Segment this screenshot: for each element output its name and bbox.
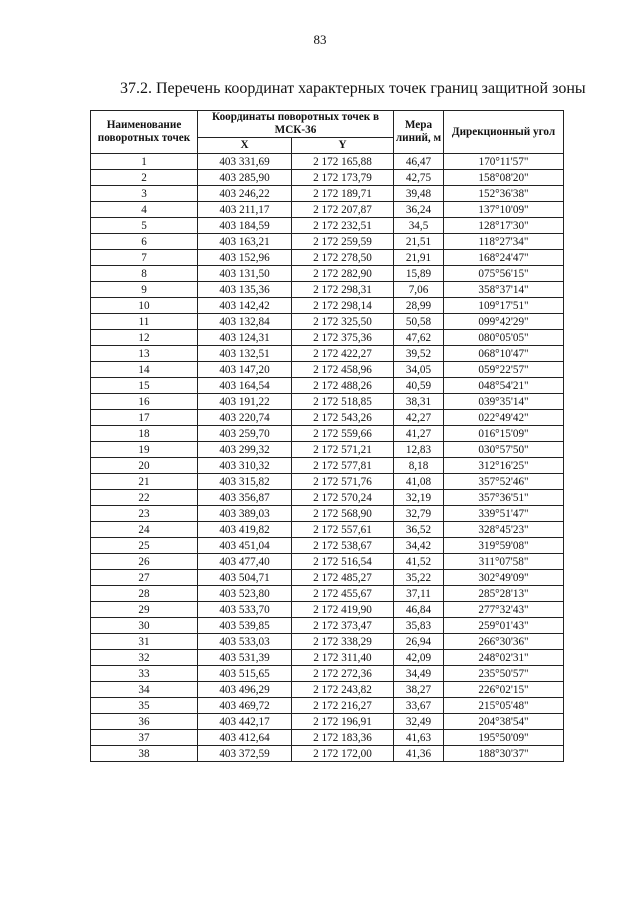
y-coordinate-cell: 2 172 557,61 xyxy=(292,522,394,538)
table-row xyxy=(91,458,564,474)
y-coordinate-cell: 2 172 543,26 xyxy=(292,410,394,426)
table-row xyxy=(91,250,564,266)
x-coordinate-cell: 403 211,17 xyxy=(198,202,292,218)
line-length-cell: 34,05 xyxy=(394,362,444,378)
x-coordinate-cell: 403 131,50 xyxy=(198,266,292,282)
line-length-cell: 32,49 xyxy=(394,714,444,730)
line-length-cell: 32,19 xyxy=(394,490,444,506)
point-number-cell: 13 xyxy=(91,346,198,362)
y-coordinate-cell: 2 172 568,90 xyxy=(292,506,394,522)
direction-angle-cell: 259°01'43" xyxy=(444,618,564,634)
table-row xyxy=(91,154,564,170)
point-number-cell: 33 xyxy=(91,666,198,682)
table-row xyxy=(91,202,564,218)
y-coordinate-cell: 2 172 282,90 xyxy=(292,266,394,282)
x-coordinate-cell: 403 504,71 xyxy=(198,570,292,586)
point-number-cell: 3 xyxy=(91,186,198,202)
y-coordinate-cell: 2 172 538,67 xyxy=(292,538,394,554)
x-coordinate-cell: 403 124,31 xyxy=(198,330,292,346)
x-coordinate-cell: 403 259,70 xyxy=(198,426,292,442)
y-coordinate-cell: 2 172 325,50 xyxy=(292,314,394,330)
line-length-cell: 15,89 xyxy=(394,266,444,282)
x-coordinate-cell: 403 523,80 xyxy=(198,586,292,602)
point-number-cell: 14 xyxy=(91,362,198,378)
line-length-cell: 40,59 xyxy=(394,378,444,394)
line-length-cell: 21,91 xyxy=(394,250,444,266)
point-number-cell: 22 xyxy=(91,490,198,506)
point-number-cell: 16 xyxy=(91,394,198,410)
direction-angle-cell: 118°27'34" xyxy=(444,234,564,250)
y-coordinate-cell: 2 172 375,36 xyxy=(292,330,394,346)
y-coordinate-cell: 2 172 172,00 xyxy=(292,746,394,762)
line-length-cell: 36,52 xyxy=(394,522,444,538)
table-row xyxy=(91,506,564,522)
direction-angle-cell: 016°15'09" xyxy=(444,426,564,442)
x-coordinate-cell: 403 419,82 xyxy=(198,522,292,538)
table-row xyxy=(91,746,564,762)
x-coordinate-cell: 403 163,21 xyxy=(198,234,292,250)
line-length-cell: 50,58 xyxy=(394,314,444,330)
y-coordinate-cell: 2 172 278,50 xyxy=(292,250,394,266)
x-coordinate-cell: 403 389,03 xyxy=(198,506,292,522)
direction-angle-cell: 075°56'15" xyxy=(444,266,564,282)
x-coordinate-cell: 403 496,29 xyxy=(198,682,292,698)
table-row xyxy=(91,346,564,362)
line-length-cell: 41,08 xyxy=(394,474,444,490)
point-number-cell: 23 xyxy=(91,506,198,522)
table-row xyxy=(91,650,564,666)
line-length-cell: 26,94 xyxy=(394,634,444,650)
coordinates-table xyxy=(90,110,564,762)
line-length-cell: 42,27 xyxy=(394,410,444,426)
x-coordinate-cell: 403 315,82 xyxy=(198,474,292,490)
table-row xyxy=(91,698,564,714)
table-row xyxy=(91,618,564,634)
point-number-cell: 25 xyxy=(91,538,198,554)
table-row xyxy=(91,378,564,394)
point-number-cell: 4 xyxy=(91,202,198,218)
direction-angle-cell: 311°07'58" xyxy=(444,554,564,570)
y-coordinate-cell: 2 172 516,54 xyxy=(292,554,394,570)
y-coordinate-cell: 2 172 272,36 xyxy=(292,666,394,682)
point-number-cell: 28 xyxy=(91,586,198,602)
direction-angle-cell: 068°10'47" xyxy=(444,346,564,362)
y-coordinate-cell: 2 172 165,88 xyxy=(292,154,394,170)
line-length-cell: 38,27 xyxy=(394,682,444,698)
direction-angle-cell: 277°32'43" xyxy=(444,602,564,618)
point-number-cell: 27 xyxy=(91,570,198,586)
y-coordinate-cell: 2 172 422,27 xyxy=(292,346,394,362)
line-length-cell: 41,63 xyxy=(394,730,444,746)
direction-angle-cell: 215°05'48" xyxy=(444,698,564,714)
point-number-cell: 38 xyxy=(91,746,198,762)
y-coordinate-cell: 2 172 577,81 xyxy=(292,458,394,474)
direction-angle-cell: 285°28'13" xyxy=(444,586,564,602)
header-direction-angle: Дирекционный угол xyxy=(444,111,564,154)
table-row xyxy=(91,490,564,506)
line-length-cell: 41,52 xyxy=(394,554,444,570)
table-row xyxy=(91,426,564,442)
y-coordinate-cell: 2 172 488,26 xyxy=(292,378,394,394)
point-number-cell: 15 xyxy=(91,378,198,394)
y-coordinate-cell: 2 172 216,27 xyxy=(292,698,394,714)
y-coordinate-cell: 2 172 559,66 xyxy=(292,426,394,442)
direction-angle-cell: 204°38'54" xyxy=(444,714,564,730)
point-number-cell: 20 xyxy=(91,458,198,474)
y-coordinate-cell: 2 172 298,14 xyxy=(292,298,394,314)
table-row xyxy=(91,570,564,586)
x-coordinate-cell: 403 285,90 xyxy=(198,170,292,186)
table-row xyxy=(91,298,564,314)
x-coordinate-cell: 403 220,74 xyxy=(198,410,292,426)
table-row xyxy=(91,666,564,682)
line-length-cell: 35,83 xyxy=(394,618,444,634)
x-coordinate-cell: 403 477,40 xyxy=(198,554,292,570)
line-length-cell: 34,42 xyxy=(394,538,444,554)
line-length-cell: 41,36 xyxy=(394,746,444,762)
y-coordinate-cell: 2 172 259,59 xyxy=(292,234,394,250)
direction-angle-cell: 328°45'23" xyxy=(444,522,564,538)
x-coordinate-cell: 403 531,39 xyxy=(198,650,292,666)
x-coordinate-cell: 403 135,36 xyxy=(198,282,292,298)
line-length-cell: 37,11 xyxy=(394,586,444,602)
y-coordinate-cell: 2 172 518,85 xyxy=(292,394,394,410)
y-coordinate-cell: 2 172 183,36 xyxy=(292,730,394,746)
point-number-cell: 24 xyxy=(91,522,198,538)
direction-angle-cell: 152°36'38" xyxy=(444,186,564,202)
point-number-cell: 11 xyxy=(91,314,198,330)
line-length-cell: 46,47 xyxy=(394,154,444,170)
table-row xyxy=(91,522,564,538)
direction-angle-cell: 357°52'46" xyxy=(444,474,564,490)
point-number-cell: 7 xyxy=(91,250,198,266)
y-coordinate-cell: 2 172 458,96 xyxy=(292,362,394,378)
x-coordinate-cell: 403 412,64 xyxy=(198,730,292,746)
point-number-cell: 19 xyxy=(91,442,198,458)
point-number-cell: 18 xyxy=(91,426,198,442)
line-length-cell: 34,49 xyxy=(394,666,444,682)
direction-angle-cell: 109°17'51" xyxy=(444,298,564,314)
table-row xyxy=(91,314,564,330)
y-coordinate-cell: 2 172 455,67 xyxy=(292,586,394,602)
point-number-cell: 32 xyxy=(91,650,198,666)
x-coordinate-cell: 403 164,54 xyxy=(198,378,292,394)
point-number-cell: 37 xyxy=(91,730,198,746)
y-coordinate-cell: 2 172 373,47 xyxy=(292,618,394,634)
table-row xyxy=(91,634,564,650)
point-number-cell: 30 xyxy=(91,618,198,634)
x-coordinate-cell: 403 152,96 xyxy=(198,250,292,266)
x-coordinate-cell: 403 331,69 xyxy=(198,154,292,170)
direction-angle-cell: 022°49'42" xyxy=(444,410,564,426)
point-number-cell: 35 xyxy=(91,698,198,714)
line-length-cell: 42,75 xyxy=(394,170,444,186)
line-length-cell: 7,06 xyxy=(394,282,444,298)
table-row xyxy=(91,730,564,746)
line-length-cell: 35,22 xyxy=(394,570,444,586)
point-number-cell: 10 xyxy=(91,298,198,314)
line-length-cell: 33,67 xyxy=(394,698,444,714)
direction-angle-cell: 170°11'57" xyxy=(444,154,564,170)
point-number-cell: 2 xyxy=(91,170,198,186)
x-coordinate-cell: 403 142,42 xyxy=(198,298,292,314)
table-row xyxy=(91,330,564,346)
direction-angle-cell: 226°02'15" xyxy=(444,682,564,698)
point-number-cell: 5 xyxy=(91,218,198,234)
y-coordinate-cell: 2 172 419,90 xyxy=(292,602,394,618)
point-number-cell: 8 xyxy=(91,266,198,282)
x-coordinate-cell: 403 372,59 xyxy=(198,746,292,762)
direction-angle-cell: 235°50'57" xyxy=(444,666,564,682)
x-coordinate-cell: 403 539,85 xyxy=(198,618,292,634)
line-length-cell: 46,84 xyxy=(394,602,444,618)
direction-angle-cell: 030°57'50" xyxy=(444,442,564,458)
direction-angle-cell: 039°35'14" xyxy=(444,394,564,410)
point-number-cell: 36 xyxy=(91,714,198,730)
table-row xyxy=(91,362,564,378)
direction-angle-cell: 158°08'20" xyxy=(444,170,564,186)
table-row xyxy=(91,218,564,234)
x-coordinate-cell: 403 310,32 xyxy=(198,458,292,474)
y-coordinate-cell: 2 172 173,79 xyxy=(292,170,394,186)
point-number-cell: 1 xyxy=(91,154,198,170)
table-row xyxy=(91,538,564,554)
point-number-cell: 17 xyxy=(91,410,198,426)
direction-angle-cell: 302°49'09" xyxy=(444,570,564,586)
table-row xyxy=(91,394,564,410)
table-row xyxy=(91,186,564,202)
y-coordinate-cell: 2 172 485,27 xyxy=(292,570,394,586)
header-y: Y xyxy=(292,138,394,154)
direction-angle-cell: 080°05'05" xyxy=(444,330,564,346)
line-length-cell: 28,99 xyxy=(394,298,444,314)
line-length-cell: 39,52 xyxy=(394,346,444,362)
point-number-cell: 12 xyxy=(91,330,198,346)
header-line-length: Мера линий, м xyxy=(394,111,444,154)
y-coordinate-cell: 2 172 298,31 xyxy=(292,282,394,298)
table-row xyxy=(91,234,564,250)
table-row xyxy=(91,554,564,570)
direction-angle-cell: 358°37'14" xyxy=(444,282,564,298)
direction-angle-cell: 195°50'09" xyxy=(444,730,564,746)
y-coordinate-cell: 2 172 243,82 xyxy=(292,682,394,698)
header-point-name: Наименование поворотных точек xyxy=(91,111,198,154)
y-coordinate-cell: 2 172 232,51 xyxy=(292,218,394,234)
y-coordinate-cell: 2 172 571,21 xyxy=(292,442,394,458)
y-coordinate-cell: 2 172 189,71 xyxy=(292,186,394,202)
point-number-cell: 21 xyxy=(91,474,198,490)
point-number-cell: 26 xyxy=(91,554,198,570)
direction-angle-cell: 339°51'47" xyxy=(444,506,564,522)
direction-angle-cell: 312°16'25" xyxy=(444,458,564,474)
line-length-cell: 21,51 xyxy=(394,234,444,250)
table-row xyxy=(91,586,564,602)
direction-angle-cell: 319°59'08" xyxy=(444,538,564,554)
direction-angle-cell: 188°30'37" xyxy=(444,746,564,762)
x-coordinate-cell: 403 299,32 xyxy=(198,442,292,458)
direction-angle-cell: 266°30'36" xyxy=(444,634,564,650)
y-coordinate-cell: 2 172 207,87 xyxy=(292,202,394,218)
direction-angle-cell: 357°36'51" xyxy=(444,490,564,506)
section-title: 37.2. Перечень координат характерных точек границ защитной зоны xyxy=(120,80,586,97)
y-coordinate-cell: 2 172 196,91 xyxy=(292,714,394,730)
point-number-cell: 34 xyxy=(91,682,198,698)
header-coordinates: Координаты поворотных точек в МСК-36 xyxy=(198,111,394,138)
table-row xyxy=(91,682,564,698)
point-number-cell: 31 xyxy=(91,634,198,650)
x-coordinate-cell: 403 356,87 xyxy=(198,490,292,506)
page-number: 83 xyxy=(313,32,327,47)
x-coordinate-cell: 403 184,59 xyxy=(198,218,292,234)
direction-angle-cell: 128°17'30" xyxy=(444,218,564,234)
x-coordinate-cell: 403 533,70 xyxy=(198,602,292,618)
table-row xyxy=(91,442,564,458)
x-coordinate-cell: 403 442,17 xyxy=(198,714,292,730)
x-coordinate-cell: 403 451,04 xyxy=(198,538,292,554)
table-row xyxy=(91,602,564,618)
table-row xyxy=(91,282,564,298)
line-length-cell: 38,31 xyxy=(394,394,444,410)
direction-angle-cell: 059°22'57" xyxy=(444,362,564,378)
table-row xyxy=(91,714,564,730)
point-number-cell: 9 xyxy=(91,282,198,298)
direction-angle-cell: 168°24'47" xyxy=(444,250,564,266)
table-row xyxy=(91,410,564,426)
x-coordinate-cell: 403 132,84 xyxy=(198,314,292,330)
line-length-cell: 36,24 xyxy=(394,202,444,218)
y-coordinate-cell: 2 172 571,76 xyxy=(292,474,394,490)
direction-angle-cell: 099°42'29" xyxy=(444,314,564,330)
direction-angle-cell: 248°02'31" xyxy=(444,650,564,666)
x-coordinate-cell: 403 469,72 xyxy=(198,698,292,714)
line-length-cell: 41,27 xyxy=(394,426,444,442)
line-length-cell: 34,5 xyxy=(394,218,444,234)
x-coordinate-cell: 403 132,51 xyxy=(198,346,292,362)
direction-angle-cell: 137°10'09" xyxy=(444,202,564,218)
y-coordinate-cell: 2 172 570,24 xyxy=(292,490,394,506)
direction-angle-cell: 048°54'21" xyxy=(444,378,564,394)
x-coordinate-cell: 403 515,65 xyxy=(198,666,292,682)
line-length-cell: 47,62 xyxy=(394,330,444,346)
x-coordinate-cell: 403 533,03 xyxy=(198,634,292,650)
header-x: X xyxy=(198,138,292,154)
table-row xyxy=(91,266,564,282)
y-coordinate-cell: 2 172 311,40 xyxy=(292,650,394,666)
x-coordinate-cell: 403 246,22 xyxy=(198,186,292,202)
table-row xyxy=(91,170,564,186)
line-length-cell: 39,48 xyxy=(394,186,444,202)
table-row xyxy=(91,474,564,490)
line-length-cell: 12,83 xyxy=(394,442,444,458)
line-length-cell: 8,18 xyxy=(394,458,444,474)
line-length-cell: 32,79 xyxy=(394,506,444,522)
point-number-cell: 29 xyxy=(91,602,198,618)
y-coordinate-cell: 2 172 338,29 xyxy=(292,634,394,650)
line-length-cell: 42,09 xyxy=(394,650,444,666)
x-coordinate-cell: 403 191,22 xyxy=(198,394,292,410)
point-number-cell: 6 xyxy=(91,234,198,250)
x-coordinate-cell: 403 147,20 xyxy=(198,362,292,378)
